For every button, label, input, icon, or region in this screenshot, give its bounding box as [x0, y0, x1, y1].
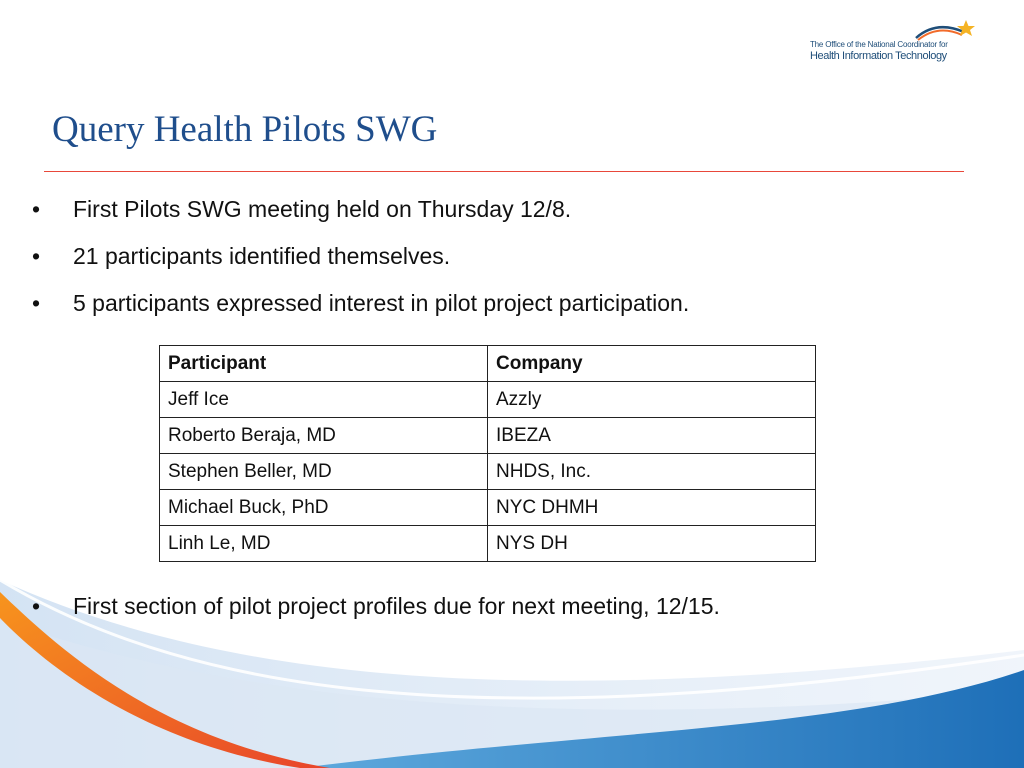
- bullet-marker: •: [32, 243, 41, 269]
- bullet-item: [32, 196, 689, 243]
- table-row: [160, 490, 816, 526]
- header-participant: Participant: [160, 346, 488, 382]
- bullet-text: 5 participants expressed interest in pilot project participation.: [73, 290, 690, 316]
- company-cell: IBEZA: [488, 418, 816, 454]
- bullet-item: [32, 243, 689, 290]
- participants-table: [159, 345, 816, 562]
- participant-cell: Michael Buck, PhD: [160, 490, 488, 526]
- logo-text-line2: Health Information Technology: [810, 50, 947, 62]
- bullet-marker: •: [32, 196, 41, 222]
- company-cell: NYS DH: [488, 526, 816, 562]
- slide-title: Query Health Pilots SWG: [52, 109, 438, 150]
- participant-cell: Stephen Beller, MD: [160, 454, 488, 490]
- logo-text-line1: The Office of the National Coordinator for: [810, 40, 948, 49]
- table-row: [160, 526, 816, 562]
- bullet-list: [32, 196, 689, 337]
- onc-logo: [806, 18, 986, 68]
- bullet-text: 21 participants identified themselves.: [73, 243, 451, 269]
- header-company: Company: [488, 346, 816, 382]
- table-row: [160, 454, 816, 490]
- decorative-swoosh: [0, 560, 1024, 768]
- table-row: [160, 418, 816, 454]
- participant-cell: Jeff Ice: [160, 382, 488, 418]
- bullet-item: [32, 290, 689, 337]
- bullet-marker: •: [32, 593, 41, 619]
- title-divider: [44, 171, 964, 172]
- bullet-text: First section of pilot project profiles due for next meeting, 12/15.: [73, 593, 720, 619]
- company-cell: NHDS, Inc.: [488, 454, 816, 490]
- table-header-row: [160, 346, 816, 382]
- bullet-marker: •: [32, 290, 41, 316]
- table-row: [160, 382, 816, 418]
- participant-cell: Roberto Beraja, MD: [160, 418, 488, 454]
- company-cell: NYC DHMH: [488, 490, 816, 526]
- bullet-item-final: [32, 593, 720, 640]
- participant-cell: Linh Le, MD: [160, 526, 488, 562]
- bullet-text: First Pilots SWG meeting held on Thursday 12/8.: [73, 196, 572, 222]
- company-cell: Azzly: [488, 382, 816, 418]
